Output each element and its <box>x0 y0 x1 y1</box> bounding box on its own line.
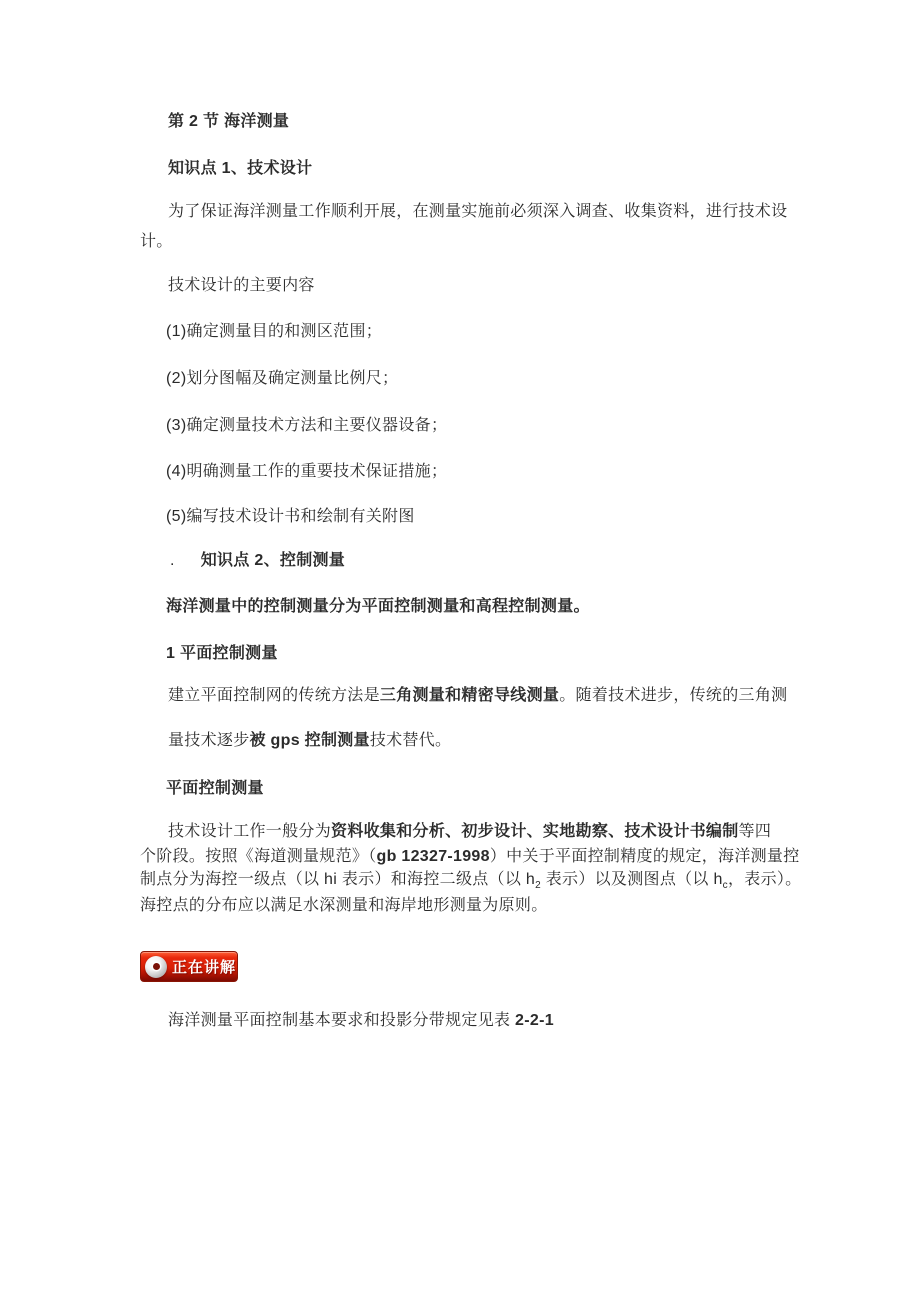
list-item-3: (3)确定测量技术方法和主要仪器设备； <box>166 417 448 434</box>
traditional-method-line <box>168 685 787 707</box>
dense-l2-run-bold: gb 12327-1998 <box>376 848 490 865</box>
disc-hole <box>153 963 160 970</box>
dense-paragraph-line-2 <box>140 846 800 868</box>
dense-paragraph-line-1 <box>168 821 771 843</box>
gps-run-2: 技术替代。 <box>369 732 452 749</box>
traditional-run-1: 建立平面控制网的传统方法是 <box>168 687 380 704</box>
traditional-run-bold: 三角测量和精密导线测量 <box>379 687 560 704</box>
gps-run-bold: 被 gps 控制测量 <box>249 732 370 749</box>
list-item-5: (5)编写技术设计书和绘制有关附图 <box>166 508 415 525</box>
table-ref-number: 2-2-1 <box>515 1012 554 1029</box>
control-survey-division-statement: 海洋测量中的控制测量分为平面控制测量和高程控制测量。 <box>166 598 590 615</box>
cd-disc-icon <box>145 956 167 978</box>
dense-l2-run-1: 个阶段。按照《海道测量规范》（ <box>140 848 377 865</box>
table-ref-run-1: 海洋测量平面控制基本要求和投影分带规定见表 <box>168 1012 516 1029</box>
dense-l1-run-bold: 资料收集和分析、初步设计、实地勘察、技术设计书编制 <box>331 823 739 840</box>
list-item-4: (4)明确测量工作的重要技术保证措施； <box>166 463 448 480</box>
knowledge-point-2-heading: 知识点 2、控制测量 <box>200 552 346 569</box>
section-heading: 第 2 节 海洋测量 <box>168 113 290 130</box>
table-reference-line <box>168 1010 554 1032</box>
dense-l3-run-2: 表示）以及测图点（以 h <box>540 871 723 888</box>
dense-l3-run-3: ，表示）。 <box>727 871 802 888</box>
lecturing-badge-label: 正在讲解 <box>172 959 237 976</box>
plane-control-subheading: 平面控制测量 <box>166 780 264 797</box>
dense-l2-run-2: ）中关于平面控制精度的规定，海洋测量控 <box>489 848 800 865</box>
lecturing-badge[interactable] <box>140 951 238 982</box>
gps-replacement-line <box>168 730 451 752</box>
dense-l3-run-1: 制点分为海控一级点（以 hi 表示）和海控二级点（以 h <box>140 871 536 888</box>
dense-l1-run-2: 等四 <box>738 823 772 840</box>
knowledge-point-1-heading: 知识点 1、技术设计 <box>168 160 313 177</box>
intro-paragraph-line-2: 计。 <box>140 233 173 250</box>
design-content-subheading: 技术设计的主要内容 <box>168 277 315 294</box>
dense-paragraph-line-4: 海控点的分布应以满足水深测量和海岸地形测量为原则。 <box>140 897 548 914</box>
dense-l1-run-1: 技术设计工作一般分为 <box>168 823 332 840</box>
hc-subscript: c <box>722 880 728 892</box>
plane-control-heading: 1 平面控制测量 <box>166 645 278 662</box>
dense-paragraph-line-3 <box>140 869 802 891</box>
intro-paragraph-line-1: 为了保证海洋测量工作顺利开展，在测量实施前必须深入调查、收集资料，进行技术设 <box>168 203 788 220</box>
traditional-run-2: 。随着技术进步，传统的三角测 <box>559 687 788 704</box>
knowledge-point-2-row <box>170 550 345 572</box>
h2-subscript: 2 <box>535 880 541 892</box>
list-item-2: (2)划分图幅及确定测量比例尺； <box>166 370 399 387</box>
leading-dot: . <box>170 552 175 569</box>
list-item-1: (1)确定测量目的和测区范围； <box>166 323 383 340</box>
gps-run-1: 量技术逐步 <box>168 732 250 749</box>
